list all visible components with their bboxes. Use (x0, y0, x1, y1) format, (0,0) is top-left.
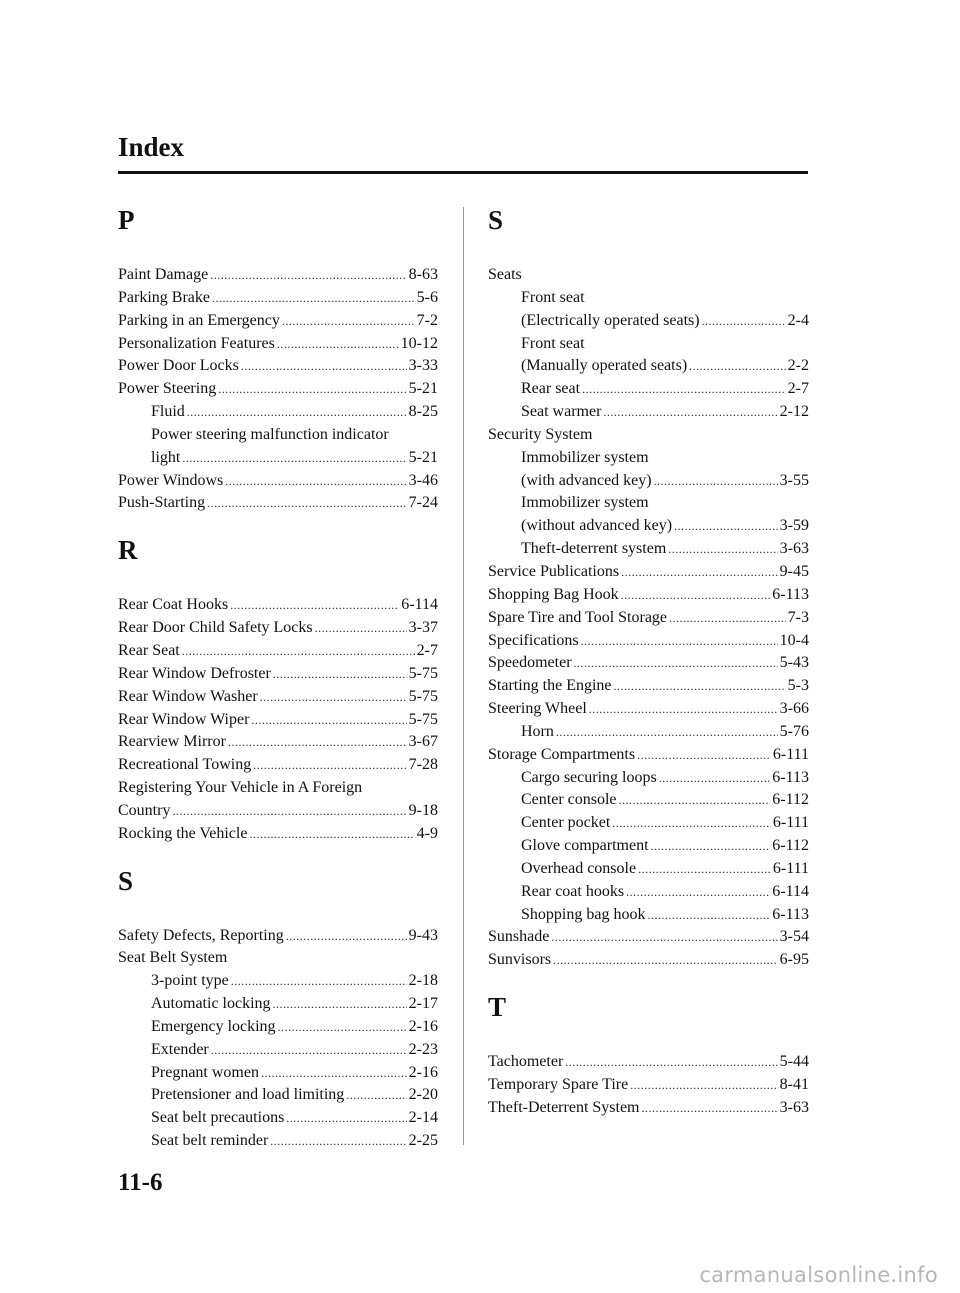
entry-term: Rear Window Defroster (118, 664, 271, 682)
dot-leader (286, 925, 407, 948)
dot-leader (619, 789, 771, 812)
page-title: Index (118, 132, 185, 162)
index-entry (118, 947, 438, 970)
entry-term: Tachometer (488, 1053, 564, 1071)
index-subentry (118, 447, 438, 470)
entry-page-ref: 3-55 (779, 471, 809, 489)
entry-page-ref: 2-7 (787, 380, 809, 398)
dot-leader (273, 663, 407, 686)
dot-leader (702, 310, 786, 333)
dot-leader (277, 333, 399, 356)
dot-leader (668, 538, 777, 561)
index-section-p (118, 203, 438, 515)
entry-term: Pregnant women (151, 1063, 259, 1081)
index-column-right (488, 203, 809, 1120)
entry-page-ref: 4-9 (416, 824, 438, 842)
index-subentry (488, 904, 809, 927)
entry-page-ref: 5-3 (787, 677, 809, 695)
index-subentry (488, 881, 809, 904)
entry-page-ref: 5-75 (408, 664, 438, 682)
index-entry (118, 264, 438, 287)
index-entry (118, 310, 438, 333)
entry-page-ref: 3-46 (408, 471, 438, 489)
entry-term: Storage Compartments (488, 745, 636, 763)
index-entry (488, 744, 809, 767)
dot-leader (218, 378, 406, 401)
entry-term: light (151, 448, 181, 466)
index-entry (118, 686, 438, 709)
index-entry (118, 754, 438, 777)
index-subentry (118, 1062, 438, 1085)
index-subentry (488, 538, 809, 561)
entry-page-ref: 3-63 (779, 1098, 809, 1116)
dot-leader (346, 1084, 406, 1107)
index-subentry (488, 767, 809, 790)
entry-term: Center console (521, 791, 617, 809)
entry-term: (with advanced key) (521, 471, 652, 489)
entry-term: Horn (521, 722, 554, 740)
entry-term: Safety Defects, Reporting (118, 926, 284, 944)
entry-term: Steering Wheel (488, 700, 587, 718)
entry-page-ref: 2-4 (787, 311, 809, 329)
index-subentry (118, 1084, 438, 1107)
index-subentry (488, 470, 809, 493)
entry-page-ref: 2-7 (416, 641, 438, 659)
index-entry (118, 594, 438, 617)
dot-leader (225, 470, 406, 493)
dot-leader (581, 630, 778, 653)
dot-leader (273, 993, 407, 1016)
entry-term: (Manually operated seats) (521, 357, 688, 375)
entry-term: Power Windows (118, 471, 224, 489)
entry-page-ref: 3-66 (779, 700, 809, 718)
dot-leader (637, 744, 771, 767)
entry-page-ref: 2-25 (408, 1132, 438, 1150)
dot-leader (621, 584, 771, 607)
dot-leader (230, 594, 399, 617)
index-entry (488, 675, 809, 698)
dot-leader (621, 561, 778, 584)
entry-page-ref: 6-95 (779, 951, 809, 969)
dot-leader (261, 1062, 407, 1085)
index-subentry (488, 789, 809, 812)
index-subentry (488, 858, 809, 881)
entry-term: Front seat (521, 288, 585, 306)
entry-term: Front seat (521, 334, 585, 352)
entry-term: Power Door Locks (118, 357, 239, 375)
entry-page-ref: 2-20 (408, 1086, 438, 1104)
entry-page-ref: 5-43 (779, 654, 809, 672)
index-subentry (488, 835, 809, 858)
index-subentry (488, 515, 809, 538)
header-rule (118, 171, 808, 174)
dot-leader (207, 492, 407, 515)
entry-page-ref: 5-75 (408, 687, 438, 705)
section-letter: R (118, 535, 138, 566)
entry-term: Temporary Spare Tire (488, 1076, 629, 1093)
entry-page-ref: 9-43 (408, 926, 438, 944)
entry-page-ref: 2-16 (408, 1063, 438, 1081)
entry-page-ref: 8-25 (408, 403, 438, 421)
entry-term: Theft-deterrent system (521, 540, 667, 558)
watermark: carmanualsonline.info (699, 1263, 938, 1287)
index-entry (118, 823, 438, 846)
entry-page-ref: 9-45 (779, 562, 809, 580)
dot-leader (210, 264, 406, 287)
index-entry (488, 1097, 809, 1120)
index-entry (488, 949, 809, 972)
dot-leader (654, 470, 778, 493)
index-entry (488, 264, 809, 287)
entry-term: Overhead console (521, 859, 637, 877)
dot-leader (551, 926, 777, 949)
index-entry (118, 709, 438, 732)
entry-page-ref: 2-12 (779, 403, 809, 421)
index-subentry (118, 424, 438, 447)
dot-leader (182, 640, 415, 663)
entry-term: Push-Starting (118, 494, 206, 512)
dot-leader (556, 721, 778, 744)
entry-term: 3-point type (151, 972, 229, 990)
entry-page-ref: 2-17 (408, 995, 438, 1013)
entry-term: Personalization Features (118, 334, 275, 352)
index-entry (488, 424, 809, 447)
index-entry (488, 561, 809, 584)
index-entry (118, 355, 438, 378)
entry-term: Immobilizer system (521, 448, 649, 466)
entry-page-ref: 5-21 (408, 448, 438, 466)
entry-term: Rear Seat (118, 641, 180, 659)
entry-page-ref: 10-4 (779, 631, 809, 649)
dot-leader (253, 754, 406, 777)
entry-term: Theft-Deterrent System (488, 1098, 640, 1116)
entry-term: Seats (488, 266, 522, 283)
entry-term: Emergency locking (151, 1017, 276, 1035)
entry-page-ref: 5-44 (779, 1053, 809, 1071)
dot-leader (582, 378, 786, 401)
entry-term: Shopping bag hook (521, 905, 646, 923)
section-letter: T (488, 992, 507, 1023)
dot-leader (228, 731, 407, 754)
index-subentry (488, 401, 809, 424)
dot-leader (674, 515, 778, 538)
entry-term: Recreational Towing (118, 756, 252, 774)
entry-term: Cargo securing loops (521, 768, 657, 786)
index-entry (488, 698, 809, 721)
entry-page-ref: 6-114 (772, 882, 809, 900)
entry-term: Sunshade (488, 928, 550, 946)
entry-page-ref: 5-75 (408, 710, 438, 728)
entry-term: Starting the Engine (488, 677, 612, 695)
entry-term: Seat Belt System (118, 949, 228, 967)
entry-term: Parking in an Emergency (118, 311, 280, 329)
index-entry (488, 926, 809, 949)
dot-leader (270, 1130, 406, 1153)
index-section-r (118, 533, 438, 845)
index-entry (488, 607, 809, 630)
index-section-t (488, 990, 809, 1120)
entry-term: Sunvisors (488, 951, 552, 969)
index-column-left (118, 203, 438, 1153)
index-subentry (488, 287, 809, 310)
entry-term: (Electrically operated seats) (521, 311, 700, 329)
dot-leader (689, 355, 786, 378)
entry-page-ref: 7-24 (408, 494, 438, 512)
index-entry (118, 470, 438, 493)
entry-page-ref: 7-3 (787, 608, 809, 626)
dot-leader (187, 401, 407, 424)
entry-term: Automatic locking (151, 995, 271, 1013)
entry-page-ref: 3-67 (408, 733, 438, 751)
index-entry (118, 617, 438, 640)
dot-leader (651, 835, 771, 858)
index-subentry (488, 310, 809, 333)
section-letter: S (118, 865, 134, 896)
index-entry (118, 663, 438, 686)
entry-page-ref: 6-111 (772, 859, 809, 877)
index-entry (488, 1051, 809, 1074)
index-section-s (118, 864, 438, 1153)
entry-page-ref: 5-6 (416, 288, 438, 306)
index-entry (118, 492, 438, 515)
dot-leader (251, 709, 406, 732)
entry-term: Rear Window Wiper (118, 710, 250, 728)
entry-term: Rear Door Child Safety Locks (118, 619, 313, 637)
index-subentry (118, 970, 438, 993)
dot-leader (278, 1016, 407, 1039)
dot-leader (565, 1051, 777, 1074)
dot-leader (553, 949, 778, 972)
index-subentry (118, 1039, 438, 1062)
entry-term: Rearview Mirror (118, 733, 226, 751)
entry-term: Pretensioner and load limiting (151, 1086, 345, 1104)
dot-leader (231, 970, 407, 993)
page-number: 11-6 (118, 1169, 163, 1196)
column-divider (463, 207, 464, 1145)
entry-page-ref: 2-18 (408, 972, 438, 990)
entry-term: Country (118, 801, 171, 819)
section-letter: P (118, 205, 135, 235)
index-entry (488, 652, 809, 675)
index-entry (488, 584, 809, 607)
dot-leader (638, 858, 771, 881)
entry-page-ref: 9-18 (408, 801, 438, 819)
index-subentry (488, 812, 809, 835)
entry-term: Seat belt precautions (151, 1109, 285, 1127)
dot-leader (659, 767, 771, 790)
dot-leader (172, 800, 406, 823)
entry-term: Speedometer (488, 654, 572, 672)
dot-leader (282, 310, 415, 333)
entry-term: Parking Brake (118, 288, 210, 306)
index-subentry (118, 1130, 438, 1153)
dot-leader (260, 686, 407, 709)
dot-leader (612, 812, 771, 835)
entry-term: (without advanced key) (521, 517, 673, 535)
section-letter: S (488, 205, 504, 235)
entry-page-ref: 6-113 (772, 768, 809, 786)
dot-leader (669, 607, 786, 630)
dot-leader (642, 1097, 778, 1120)
index-subentry (488, 355, 809, 378)
index-subentry (488, 378, 809, 401)
entry-term: Immobilizer system (521, 494, 649, 512)
entry-page-ref: 3-37 (408, 619, 438, 637)
index-section-s (488, 203, 809, 972)
entry-page-ref: 8-63 (408, 266, 438, 283)
index-entry (118, 640, 438, 663)
entry-term: Specifications (488, 631, 579, 649)
entry-page-ref: 2-14 (408, 1109, 438, 1127)
dot-leader (614, 675, 786, 698)
index-entry (118, 287, 438, 310)
entry-term: Seat warmer (521, 403, 602, 421)
index-entry (488, 630, 809, 653)
dot-leader (286, 1107, 406, 1130)
entry-term: Seat belt reminder (151, 1132, 269, 1150)
dot-leader (315, 617, 407, 640)
dot-leader (241, 355, 407, 378)
dot-leader (211, 1039, 407, 1062)
entry-page-ref: 8-41 (779, 1076, 809, 1093)
entry-page-ref: 7-2 (416, 311, 438, 329)
entry-page-ref: 3-63 (779, 540, 809, 558)
index-subentry (118, 1107, 438, 1130)
entry-term: Rear coat hooks (521, 882, 625, 900)
entry-term: Service Publications (488, 562, 620, 580)
entry-page-ref: 6-114 (401, 596, 438, 614)
index-subentry (118, 401, 438, 424)
entry-page-ref: 3-33 (408, 357, 438, 375)
dot-leader (647, 904, 770, 927)
entry-page-ref: 6-113 (772, 585, 809, 603)
entry-term: Shopping Bag Hook (488, 585, 619, 603)
entry-page-ref: 6-112 (772, 837, 809, 855)
dot-leader (249, 823, 414, 846)
entry-page-ref: 7-28 (408, 756, 438, 774)
entry-page-ref: 6-111 (772, 814, 809, 832)
index-subentry (118, 1016, 438, 1039)
entry-term: Registering Your Vehicle in A Foreign (118, 779, 363, 797)
index-subentry (488, 492, 809, 515)
dot-leader (212, 287, 415, 310)
dot-leader (574, 652, 778, 675)
index-entry (488, 1074, 809, 1097)
index-entry (118, 925, 438, 948)
entry-page-ref: 5-76 (779, 722, 809, 740)
entry-page-ref: 5-21 (408, 380, 438, 398)
index-entry (118, 777, 438, 800)
entry-page-ref: 6-112 (772, 791, 809, 809)
entry-term: Rocking the Vehicle (118, 824, 248, 842)
dot-leader (626, 881, 770, 904)
entry-term: Glove compartment (521, 837, 649, 855)
entry-term: Rear seat (521, 380, 581, 398)
dot-leader (589, 698, 778, 721)
index-entry (118, 731, 438, 754)
entry-term: Extender (151, 1040, 209, 1058)
entry-term: Power Steering (118, 380, 217, 398)
entry-page-ref: 2-2 (787, 357, 809, 375)
index-entry (118, 800, 438, 823)
entry-term: Center pocket (521, 814, 611, 832)
index-entry (118, 333, 438, 356)
entry-page-ref: 6-111 (772, 745, 809, 763)
entry-term: Rear Coat Hooks (118, 596, 229, 614)
index-subentry (488, 333, 809, 356)
index-subentry (118, 993, 438, 1016)
entry-term: Fluid (151, 403, 185, 421)
index-subentry (488, 721, 809, 744)
dot-leader (182, 447, 406, 470)
entry-page-ref: 2-16 (408, 1017, 438, 1035)
entry-page-ref: 3-59 (779, 517, 809, 535)
index-entry (118, 378, 438, 401)
dot-leader (630, 1074, 777, 1097)
entry-term: Spare Tire and Tool Storage (488, 608, 668, 626)
entry-page-ref: 10-12 (400, 334, 438, 352)
entry-term: Rear Window Washer (118, 687, 258, 705)
entry-term: Security System (488, 425, 593, 443)
dot-leader (603, 401, 777, 424)
entry-page-ref: 3-54 (779, 928, 809, 946)
entry-term: Power steering malfunction indicator (151, 425, 389, 443)
entry-term: Paint Damage (118, 266, 209, 283)
entry-page-ref: 6-113 (772, 905, 809, 923)
entry-page-ref: 2-23 (408, 1040, 438, 1058)
index-subentry (488, 447, 809, 470)
